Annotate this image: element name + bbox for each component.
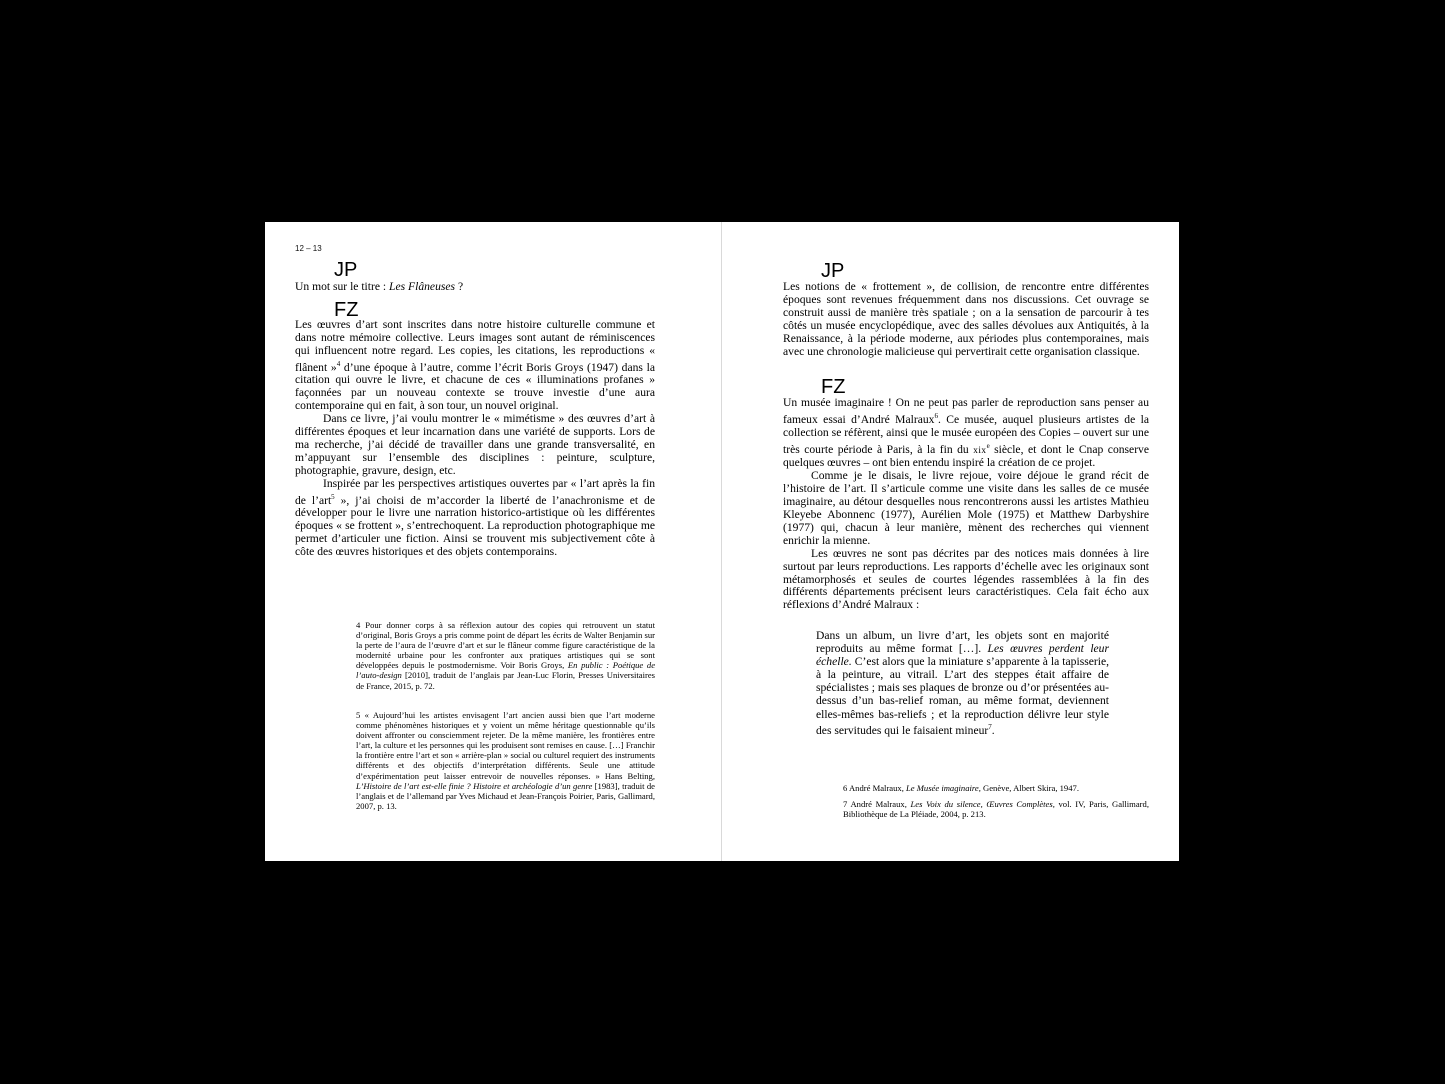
- century-suffix: e: [986, 441, 990, 450]
- footnote-ref-4: 4: [336, 359, 341, 368]
- quote-end: .: [991, 723, 995, 737]
- footnote-6-text-b: , Genève, Albert Skira, 1947.: [978, 783, 1079, 793]
- footnote-4-text-b: [2010], traduit de l’anglais par Jean-Luc Florin, Presses Universitaires de France, 2015, p. 72.: [356, 670, 655, 691]
- footnote-4: [356, 620, 655, 691]
- footnote-5-title: L’Histoire de l’art est-elle finie ? Histoire et archéologie d’un genre: [356, 780, 593, 791]
- question-mark: ?: [455, 280, 464, 293]
- paragraph-1: Les notions de « frottement », de collision, de rencontre entre différentes époques sont revenues fréquemment dans nos discussions. Cet ouvrage se construit aussi de manière très spatiale ; on a la sensation de parcourir à tes côtés un musée encyclopédique, avec des salles dévolues aux Antiquités, à la Renaissance, à la période moderne, aux périodes plus contemporaines, mais avec une chronologie malicieuse qui pervertirait cette organisation classique.: [783, 280, 1149, 358]
- paragraph-1-text-a: Les œuvres d’art sont inscrites dans notre histoire culturelle commune et dans notre mémoire collective. Leurs images sont autant de réminiscences qui influencent notre regard. Les copies, les citations, les reproductions « flânent »: [295, 318, 655, 374]
- speaker-fz-label: FZ: [821, 376, 846, 398]
- footnote-5-text-a: 5 « Aujourd’hui les artistes envisagent l’art ancien aussi bien que l’art moderne comme phénomènes historiques et y voient un même héritage questionnable qu’ils doivent affronter ou consciemment rejeter. De la même manière, les frontières entre l’art, la culture et les personnes qui les produisent sont remises en cause. […] Franchir la frontière entre l’art et son « arrière-plan » social ou culturel requiert des instruments différents et des objectifs d’interprétation différents. Seule une attitude d’expérimentation peut laisser entrevoir de nouvelles réponses. » Hans Belting,: [356, 710, 655, 781]
- book-title: Les Flâneuses: [389, 280, 456, 293]
- speaker-jp-label: JP: [821, 260, 845, 282]
- footnote-6: [843, 783, 1149, 793]
- book-spread: [265, 222, 1179, 861]
- speaker-fz-label: FZ: [334, 299, 359, 321]
- left-page: [265, 222, 721, 861]
- block-quote: [816, 629, 1109, 737]
- footnote-6-title: Le Musée imaginaire: [906, 783, 979, 793]
- footnote-ref-7: 7: [988, 722, 992, 731]
- century-numeral: xix: [973, 445, 987, 456]
- paragraph-3-text-a: Inspirée par les perspectives artistiques ouvertes par « l’art après la fin de l’art: [295, 476, 655, 507]
- footnote-4-text-a: 4 Pour donner corps à sa réflexion autour des copies qui retrouvent un statut d’original, Boris Groys a pris comme point de départ les écrits de Walter Benjamin sur la perte de l’aura de l’œuvre d’art et sur le flâneur comme figure caractéristique de la modernité urbaine pour les confronter aux pratiques artistiques qui se sont développées depuis le postmodernisme. Voir Boris Groys,: [356, 620, 655, 671]
- paragraph-3: [295, 478, 655, 559]
- question-text: Un mot sur le titre :: [295, 280, 390, 293]
- paragraph-2: [783, 397, 1149, 470]
- paragraph-2: Dans ce livre, j’ai voulu montrer le « mimétisme » des œuvres d’art à différentes époques et leur incarnation dans une variété de supports. Lors de ma recherche, j’ai décidé de travailler dans une grande transversalité, en m’appuyant sur l’ensemble des disciplines : peinture, sculpture, photographie, gravure, design, etc.: [295, 412, 655, 477]
- footnote-7-title: Les Voix du silence, Œuvres Complètes: [910, 799, 1053, 809]
- answer-text: [783, 397, 1149, 612]
- paragraph-1: [295, 319, 655, 413]
- question-text-jp: [783, 281, 1149, 358]
- speaker-jp-label: JP: [334, 259, 358, 281]
- footnote-7: [843, 799, 1149, 819]
- answer-text: [295, 319, 655, 559]
- paragraph-2-text-c: siècle, et dont le Cnap conserve quelques œuvres – ont bien entendu inspiré la création de ce projet.: [783, 442, 1149, 470]
- footnote-7-text-b: , vol. IV, Paris, Gallimard, Bibliothèque de La Pléiade, 2004, p. 213.: [843, 799, 1149, 820]
- page-numbers: 12 – 13: [295, 244, 322, 253]
- quote-text-a: Dans un album, un livre d’art, les objets sont en majorité reproduits au même format […].: [816, 629, 1109, 656]
- quote-text-b: C’est alors que la miniature s’apparente à la tapisserie, à la peinture, au vitrail. L’art des steppes était affaire de spécialistes ; mais ses plaques de bronze ou d’or présentées au-dessus d’un bas-relief roman, au même format, deviennent elles-mêmes bas-reliefs ; et la reproduction délivre leur style des servitudes qui le faisaient mineur: [816, 655, 1109, 737]
- paragraph-3-text-b: », j’ai choisi de m’accorder la liberté de l’anachronisme et de développer pour le livre une narration historico-artistique où les différentes époques « se frottent », s’entrechoquent. La reproduction photographique me permet d’articuler une fiction. Ainsi se trouvent mis subjectivement côte à côte des œuvres historiques et des objets contemporains.: [295, 493, 655, 559]
- paragraph-2-text-b: . Ce musée, auquel plusieurs artistes de la collection se réfèrent, ainsi que le musée européen des Copies – ouvert sur une très courte période à Paris, à la fin du: [783, 412, 1150, 456]
- footnote-5: [356, 710, 655, 811]
- paragraph-4: Les œuvres ne sont pas décrites par des notices mais données à lire surtout par leurs reproductions. Les rapports d’échelle avec les originaux sont métamorphosés et seules de courtes légendes rassemblées à la fin des différents départements précisent leurs caractéristiques. Cela fait écho aux réflexions d’André Malraux :: [783, 546, 1149, 612]
- paragraph-2-text-a: Un musée imaginaire ! On ne peut pas parler de reproduction sans penser au fameux essai d’André Malraux: [783, 396, 1149, 426]
- paragraph-3: Comme je le disais, le livre rejoue, voire déjoue le grand récit de l’histoire de l’art. Il s’articule comme une visite dans les salles de ce musée imaginaire, au détour desquelles nous rencontrerons aussi les artistes Mathieu Kleyebe Abonnenc (1977), Aurélien Mole (1975) et Matthew Darbyshire (1977) qui, chacun à leur manière, mènent des recherches qui viennent enrichir la mienne.: [783, 469, 1149, 547]
- right-page: [722, 222, 1179, 861]
- quote-italic: Les œuvres perdent leur échelle.: [816, 642, 1109, 669]
- question-line: [295, 281, 655, 294]
- footnote-ref-5: 5: [331, 492, 335, 501]
- footnote-6-text-a: 6 André Malraux,: [843, 783, 907, 793]
- paragraph-1-text-b: d’une époque à l’autre, comme l’écrit Boris Groys (1947) dans la citation qui ouvre le livre, et chacune de ces « illuminations profanes » façonnées par un nouveau contexte se trouve investie d’une aura contemporaine qui en fait, à son tour, un nouvel original.: [295, 360, 655, 413]
- footnote-ref-6: 6: [934, 411, 938, 420]
- footnote-5-text-b: [1983], traduit de l’anglais et de l’allemand par Yves Michaud et Jean-François Poirier, Paris, Gallimard, 2007, p. 13.: [356, 780, 655, 811]
- footnote-7-text-a: 7 André Malraux,: [843, 799, 911, 809]
- footnote-4-title: En public : Poétique de l’auto-design: [356, 660, 656, 681]
